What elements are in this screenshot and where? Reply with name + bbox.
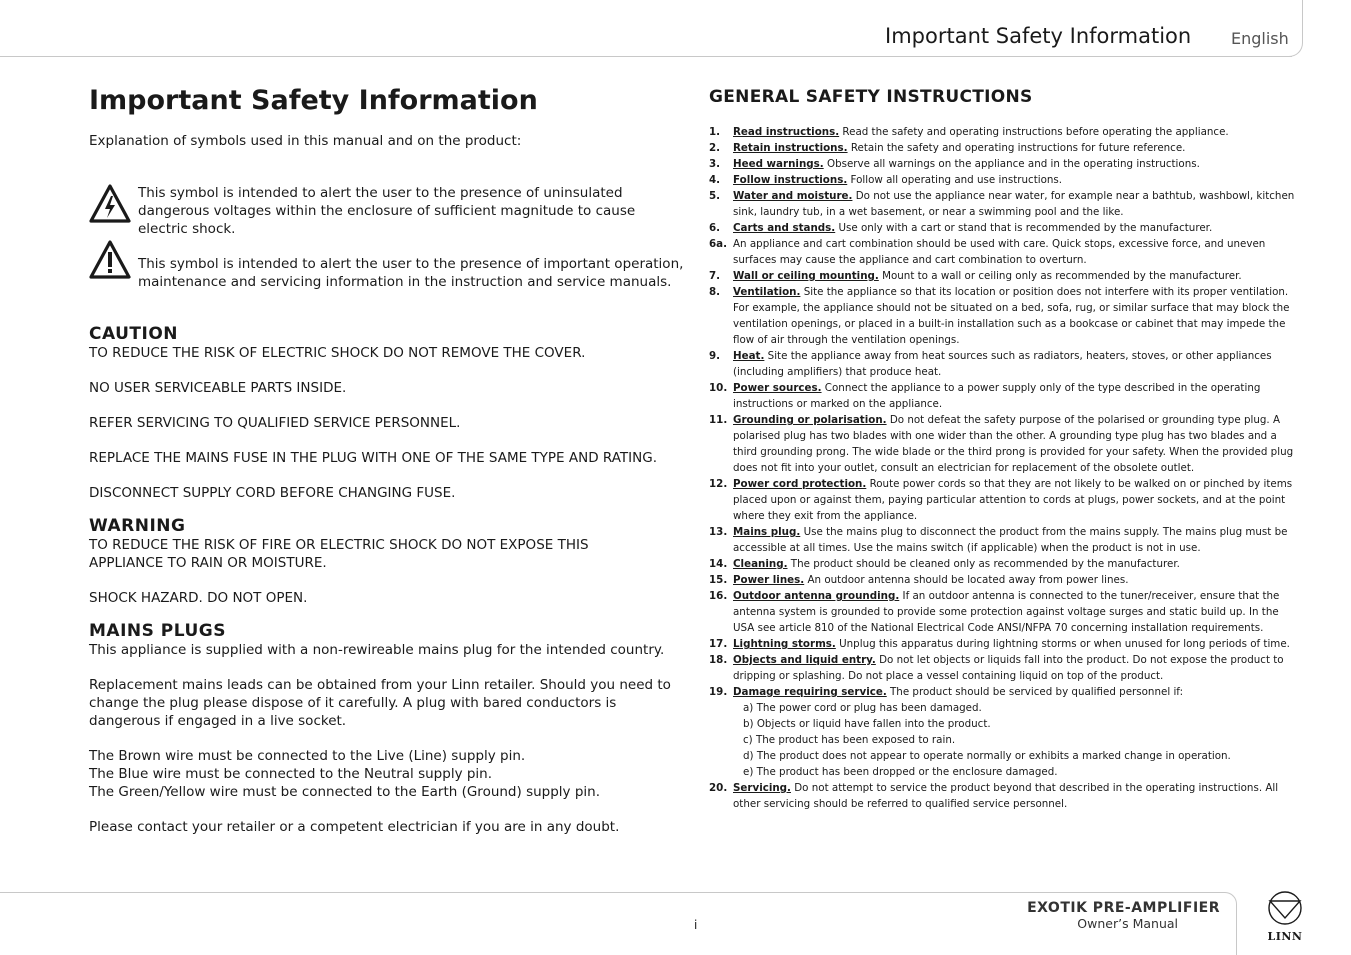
- item-text: Do not attempt to service the product beyond that described in the operating instructions. All other servicing should be referred to qualified service personnel.: [733, 782, 1279, 810]
- item-text: Mount to a wall or ceiling only as recommended by the manufacturer.: [878, 270, 1242, 282]
- item-text: Connect the appliance to a power supply only of the type described in the operating instructions or marked on the appliance.: [733, 382, 1261, 410]
- item-body: [733, 174, 1062, 186]
- item-number: 10.: [709, 382, 728, 394]
- safety-item: [709, 236, 1301, 268]
- item-number: 16.: [709, 590, 728, 602]
- item-number: 2.: [709, 142, 721, 154]
- item-body: [733, 270, 1242, 282]
- item-body: [733, 158, 1200, 170]
- symbol-exclamation-text: This symbol is intended to alert the user to the presence of important operation, maintenance and servicing information in the instruction and service manuals.: [138, 256, 684, 290]
- item-body: [733, 222, 1212, 234]
- safety-item: [709, 556, 1301, 572]
- item-title: Outdoor antenna grounding.: [733, 590, 900, 602]
- item-number: 11.: [709, 414, 728, 426]
- warning-heading: WARNING: [89, 516, 186, 536]
- header-title: Important Safety Information: [885, 24, 1192, 48]
- item-text: The product should be serviced by qualified personnel if:: [886, 686, 1184, 698]
- item-text: Route power cords so that they are not likely to be walked on or pinched by items placed upon or against them, paying particular attention to cords at plugs, power sockets, and at the point where they exit from the appliance.: [733, 478, 1293, 522]
- mains-paragraph: Replacement mains leads can be obtained from your Linn retailer. Should you need to change the plug please dispose of it carefully. A plug with bared conductors is dangerous if engaged in a live socket.: [89, 677, 671, 729]
- item-text: Unplug this apparatus during lightning storms or when unused for long periods of time.: [835, 638, 1290, 650]
- symbol-row-exclamation: [89, 255, 684, 291]
- item-text: Site the appliance away from heat sources such as radiators, heaters, stoves, or other appliances (including amplifiers) that produce heat.: [733, 350, 1272, 378]
- item-title: Power sources.: [733, 382, 822, 394]
- item-number: 9.: [709, 350, 721, 362]
- safety-item: [709, 140, 1301, 156]
- item-body: [733, 782, 1278, 810]
- safety-subitem: c) The product has been exposed to rain.: [743, 734, 956, 746]
- item-number: 4.: [709, 174, 721, 186]
- footer-divider: [0, 892, 1225, 893]
- caution-heading: CAUTION: [89, 324, 179, 344]
- item-body: [733, 686, 1183, 698]
- item-body: [733, 526, 1287, 554]
- item-number: 7.: [709, 270, 721, 282]
- item-body: [733, 126, 1229, 138]
- symbol-lightning-text: This symbol is intended to alert the user to the presence of uninsulated dangerous voltages within the enclosure of sufficient magnitude to cause electric shock.: [138, 185, 636, 237]
- page-title: Important Safety Information: [89, 85, 538, 116]
- safety-instructions-list: [709, 124, 1301, 812]
- item-number: 17.: [709, 638, 728, 650]
- safety-subitem: b) Objects or liquid have fallen into the product.: [743, 718, 991, 730]
- item-text: Follow all operating and use instructions.: [847, 174, 1063, 186]
- item-title: Follow instructions.: [733, 174, 848, 186]
- item-title: Servicing.: [733, 782, 791, 794]
- wire-instruction: The Brown wire must be connected to the Live (Line) supply pin.: [89, 748, 526, 764]
- footer-tab-border: [1222, 892, 1237, 955]
- safety-item: [709, 220, 1301, 236]
- item-body: [733, 238, 1265, 266]
- exclamation-warning-icon: [89, 240, 131, 280]
- item-title: Grounding or polarisation.: [733, 414, 887, 426]
- item-number: 12.: [709, 478, 728, 490]
- item-body: [733, 654, 1284, 682]
- item-text: If an outdoor antenna is connected to the tuner/receiver, ensure that the antenna system is grounded to provide some protection against voltage surges and static build up. In the USA see article 810 of the National Electrical Code ANSI/NFPA 70 concerning installation requirements.: [733, 590, 1280, 634]
- item-title: Power cord protection.: [733, 478, 867, 490]
- item-number: 6a.: [709, 238, 728, 250]
- item-number: 13.: [709, 526, 728, 538]
- item-body: [733, 286, 1290, 346]
- mains-paragraph: Please contact your retailer or a competent electrician if you are in any doubt.: [89, 819, 620, 835]
- item-text: Use the mains plug to disconnect the product from the mains supply. The mains plug must be accessible at all times. Use the mains switch (if applicable) when the product is not in use.: [733, 526, 1288, 554]
- left-column: [89, 84, 684, 836]
- linn-logo-text: LINN: [1267, 930, 1303, 942]
- safety-item: [709, 588, 1301, 636]
- item-number: 18.: [709, 654, 728, 666]
- safety-item: [709, 284, 1301, 348]
- item-body: [733, 142, 1185, 154]
- item-text: Do not defeat the safety purpose of the polarised or grounding type plug. A polarised plug has two blades with one wider than the other. A grounding type plug has two blades and a third grounding prong. The wide blade or the third prong is provided for your safety. When the provided plug does not fit into your outlet, consult an electrician for replacement of the obsolete outlet.: [733, 414, 1294, 474]
- safety-item: [709, 172, 1301, 188]
- safety-item: [709, 652, 1301, 684]
- item-text: The product should be cleaned only as recommended by the manufacturer.: [787, 558, 1180, 570]
- item-body: [733, 350, 1272, 378]
- wire-instruction: The Blue wire must be connected to the Neutral supply pin.: [89, 766, 493, 782]
- safety-item: [709, 636, 1301, 652]
- item-number: 8.: [709, 286, 721, 298]
- mains-paragraph: This appliance is supplied with a non-rewireable mains plug for the intended country.: [89, 642, 665, 658]
- linn-logo: [1265, 890, 1305, 942]
- caution-line: REPLACE THE MAINS FUSE IN THE PLUG WITH ONE OF THE SAME TYPE AND RATING.: [89, 450, 657, 466]
- caution-line: TO REDUCE THE RISK OF ELECTRIC SHOCK DO NOT REMOVE THE COVER.: [89, 345, 586, 361]
- item-title: Water and moisture.: [733, 190, 853, 202]
- caution-line: NO USER SERVICEABLE PARTS INSIDE.: [89, 380, 347, 396]
- general-safety-title: GENERAL SAFETY INSTRUCTIONS: [709, 87, 1033, 107]
- item-number: 15.: [709, 574, 728, 586]
- safety-subitem: a) The power cord or plug has been damaged.: [743, 702, 982, 714]
- item-body: [733, 638, 1290, 650]
- product-name: EXOTIK PRE-AMPLIFIER: [1027, 900, 1220, 916]
- item-body: [733, 558, 1180, 570]
- safety-item: [709, 188, 1301, 220]
- header-language: English: [1231, 29, 1289, 48]
- item-number: 6.: [709, 222, 721, 234]
- item-body: [733, 590, 1279, 634]
- item-number: 19.: [709, 686, 728, 698]
- item-text: An appliance and cart combination should be used with care. Quick stops, excessive force, and uneven surfaces may cause the appliance and cart combination to overturn.: [733, 238, 1266, 266]
- safety-item: [709, 156, 1301, 172]
- item-text: Do not use the appliance near water, for example near a bathtub, washbowl, kitchen sink, laundry tub, in a wet basement, or near a swimming pool and the like.: [733, 190, 1295, 218]
- item-title: Cleaning.: [733, 558, 788, 570]
- item-title: Power lines.: [733, 574, 805, 586]
- item-body: [733, 574, 1128, 586]
- item-title: Retain instructions.: [733, 142, 848, 154]
- safety-item: [709, 268, 1301, 284]
- item-body: [733, 414, 1293, 474]
- warning-line: SHOCK HAZARD. DO NOT OPEN.: [89, 590, 308, 606]
- item-body: [733, 478, 1292, 522]
- item-title: Mains plug.: [733, 526, 801, 538]
- item-number: 1.: [709, 126, 721, 138]
- header-divider: [0, 56, 1292, 57]
- warning-line: TO REDUCE THE RISK OF FIRE OR ELECTRIC SHOCK DO NOT EXPOSE THIS APPLIANCE TO RAIN OR MOISTURE.: [89, 537, 589, 571]
- item-text: Site the appliance so that its location or position does not interfere with its proper ventilation. For example, the appliance should not be situated on a bed, sofa, rug, or similar surface that may block the ventilation openings, or placed in a built-in installation such as a bookcase or cabinet that may impede the flow of air through the ventilation openings.: [733, 286, 1290, 346]
- item-title: Carts and stands.: [733, 222, 836, 234]
- item-text: Read the safety and operating instructions before operating the appliance.: [839, 126, 1229, 138]
- safety-item: [709, 572, 1301, 588]
- safety-item: [709, 124, 1301, 140]
- item-title: Wall or ceiling mounting.: [733, 270, 879, 282]
- symbols-explanation: Explanation of symbols used in this manual and on the product:: [89, 133, 522, 149]
- item-number: 5.: [709, 190, 721, 202]
- safety-subitem: e) The product has been dropped or the enclosure damaged.: [743, 766, 1058, 778]
- right-column: [709, 86, 1301, 812]
- item-text: Retain the safety and operating instructions for future reference.: [847, 142, 1186, 154]
- item-text: Observe all warnings on the appliance and in the operating instructions.: [823, 158, 1200, 170]
- safety-item: [709, 524, 1301, 556]
- item-text: An outdoor antenna should be located away from power lines.: [804, 574, 1129, 586]
- page-number: i: [694, 918, 698, 932]
- item-title: Read instructions.: [733, 126, 840, 138]
- caution-line: REFER SERVICING TO QUALIFIED SERVICE PERSONNEL.: [89, 415, 461, 431]
- mains-plugs-heading: MAINS PLUGS: [89, 621, 226, 641]
- wire-instruction: The Green/Yellow wire must be connected to the Earth (Ground) supply pin.: [89, 784, 600, 800]
- item-number: 3.: [709, 158, 721, 170]
- symbol-row-lightning: [89, 184, 684, 238]
- safety-item: [709, 412, 1301, 476]
- item-body: [733, 190, 1294, 218]
- item-title: Damage requiring service.: [733, 686, 887, 698]
- item-title: Lightning storms.: [733, 638, 836, 650]
- item-title: Ventilation.: [733, 286, 801, 298]
- manual-name: Owner’s Manual: [1077, 916, 1178, 931]
- item-number: 20.: [709, 782, 728, 794]
- safety-subitem: d) The product does not appear to operate normally or exhibits a marked change in operation.: [743, 750, 1231, 762]
- safety-item: [709, 348, 1301, 380]
- item-text: Do not let objects or liquids fall into the product. Do not expose the product to dripping or splashing. Do not place a vessel containing liquid on top of the product.: [733, 654, 1284, 682]
- safety-item: [709, 684, 1301, 700]
- item-body: [733, 382, 1260, 410]
- item-title: Objects and liquid entry.: [733, 654, 876, 666]
- item-title: Heed warnings.: [733, 158, 824, 170]
- caution-line: DISCONNECT SUPPLY CORD BEFORE CHANGING FUSE.: [89, 485, 456, 501]
- safety-item: [709, 380, 1301, 412]
- safety-item: [709, 780, 1301, 812]
- item-title: Heat.: [733, 350, 765, 362]
- safety-item: [709, 476, 1301, 524]
- item-number: 14.: [709, 558, 728, 570]
- item-text: Use only with a cart or stand that is recommended by the manufacturer.: [835, 222, 1213, 234]
- lightning-warning-icon: [89, 184, 131, 224]
